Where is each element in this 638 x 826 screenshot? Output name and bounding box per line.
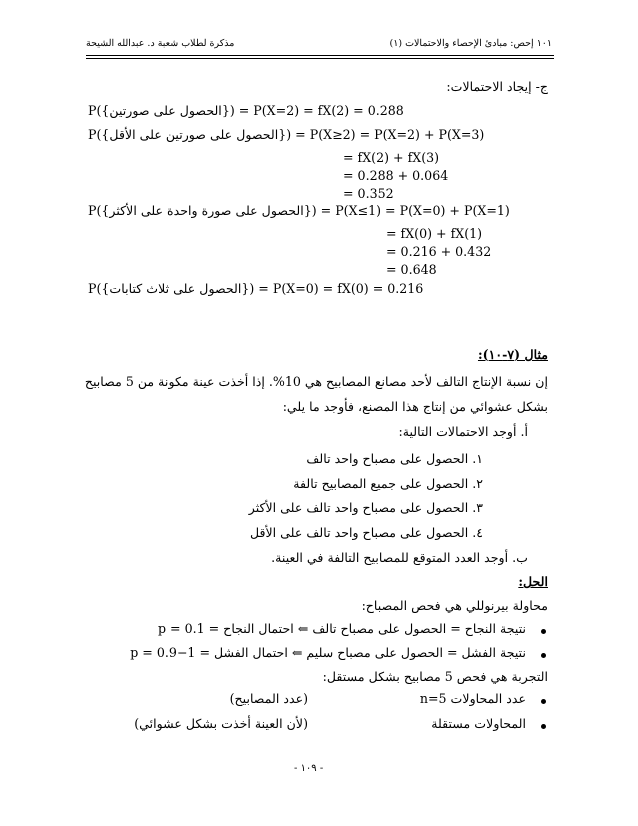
success-outcome: نتيجة النجاح = الحصول على مصباح تالف ⇐ احتمال النجاح = p = 0.1 [157,621,526,636]
independent-trials-note: (لأن العينة أخذت بشكل عشوائي) [134,716,308,731]
equation-result: = 0.352 [343,186,394,201]
failure-outcome: نتيجة الفشل = الحصول على مصباح سليم ⇐ احتمال الفشل = 1−p = 0.9 [130,645,526,660]
part-a-label: أ. أوجد الاحتمالات التالية: [398,424,528,439]
header-author-note: مذكرة لطلاب شعبة د. عبدالله الشيحة [86,38,235,49]
section-c-heading: ج- إيجاد الاحتمالات: [446,79,548,94]
example-paragraph: بشكل عشوائي من إنتاج هذا المصنع، فأوجد ما يلي: [282,399,548,414]
equation-line: = fX(2) + fX(3) [343,150,440,165]
solution-title: الحل: [518,574,548,589]
list-item: ٢. الحصول على جميع المصابيح تالفة [293,476,483,491]
list-item: ٤. الحصول على مصباح واحد تالف على الأقل [249,525,483,540]
equation-line: = 0.216 + 0.432 [386,244,492,259]
bullet-icon [541,699,546,704]
equation-line: = 0.288 + 0.064 [343,168,449,183]
part-b-label: ب. أوجد العدد المتوقع للمصابيح التالفة في العينة. [271,550,528,565]
header-rule-thin [86,58,554,59]
bernoulli-trial-text: محاولة بيرنوللي هي فحص المصباح: [361,598,548,613]
page-number: - ١٠٩ - [294,763,324,774]
equation-result: = 0.648 [386,262,437,277]
example-paragraph: إن نسبة الإنتاج التالف لأحد مصانع المصابيح هي 10%. إذا أخذت عينة مكونة من 5 مصابيح [84,374,548,389]
equation-line: = fX(0) + fX(1) [386,226,483,241]
list-item: ١. الحصول على مصباح واحد تالف [306,451,483,466]
header-course-title: ١٠١ إحص: مبادئ الإحصاء والاحتمالات (١) [389,38,552,49]
list-item: ٣. الحصول على مصباح واحد تالف على الأكثر [248,500,483,515]
bullet-icon [541,629,546,634]
equation-two-heads: P({الحصول على صورتين}) = P(X=2) = fX(2) = 0.288 [88,103,404,118]
equation-at-most-one-head: P({الحصول على صورة واحدة على الأكثر}) = P(X≤1) = P(X=0) + P(X=1) [88,203,510,218]
example-title: مثال (٧-١٠): [477,347,548,362]
bullet-icon [541,724,546,729]
trials-count-note: (عدد المصابيح) [229,691,308,706]
equation-at-least-two-heads: P({الحصول على صورتين على الأقل}) = P(X≥2) = P(X=2) + P(X=3) [88,127,485,142]
trials-count: عدد المحاولات n=5 [419,691,526,706]
header-rule [86,55,554,56]
equation-three-tails: P({الحصول على ثلاث كتابات}) = P(X=0) = fX(0) = 0.216 [88,281,424,296]
bullet-icon [541,653,546,658]
independent-trials: المحاولات مستقلة [431,716,526,731]
experiment-text: التجربة هي فحص 5 مصابيح بشكل مستقل: [322,669,548,684]
